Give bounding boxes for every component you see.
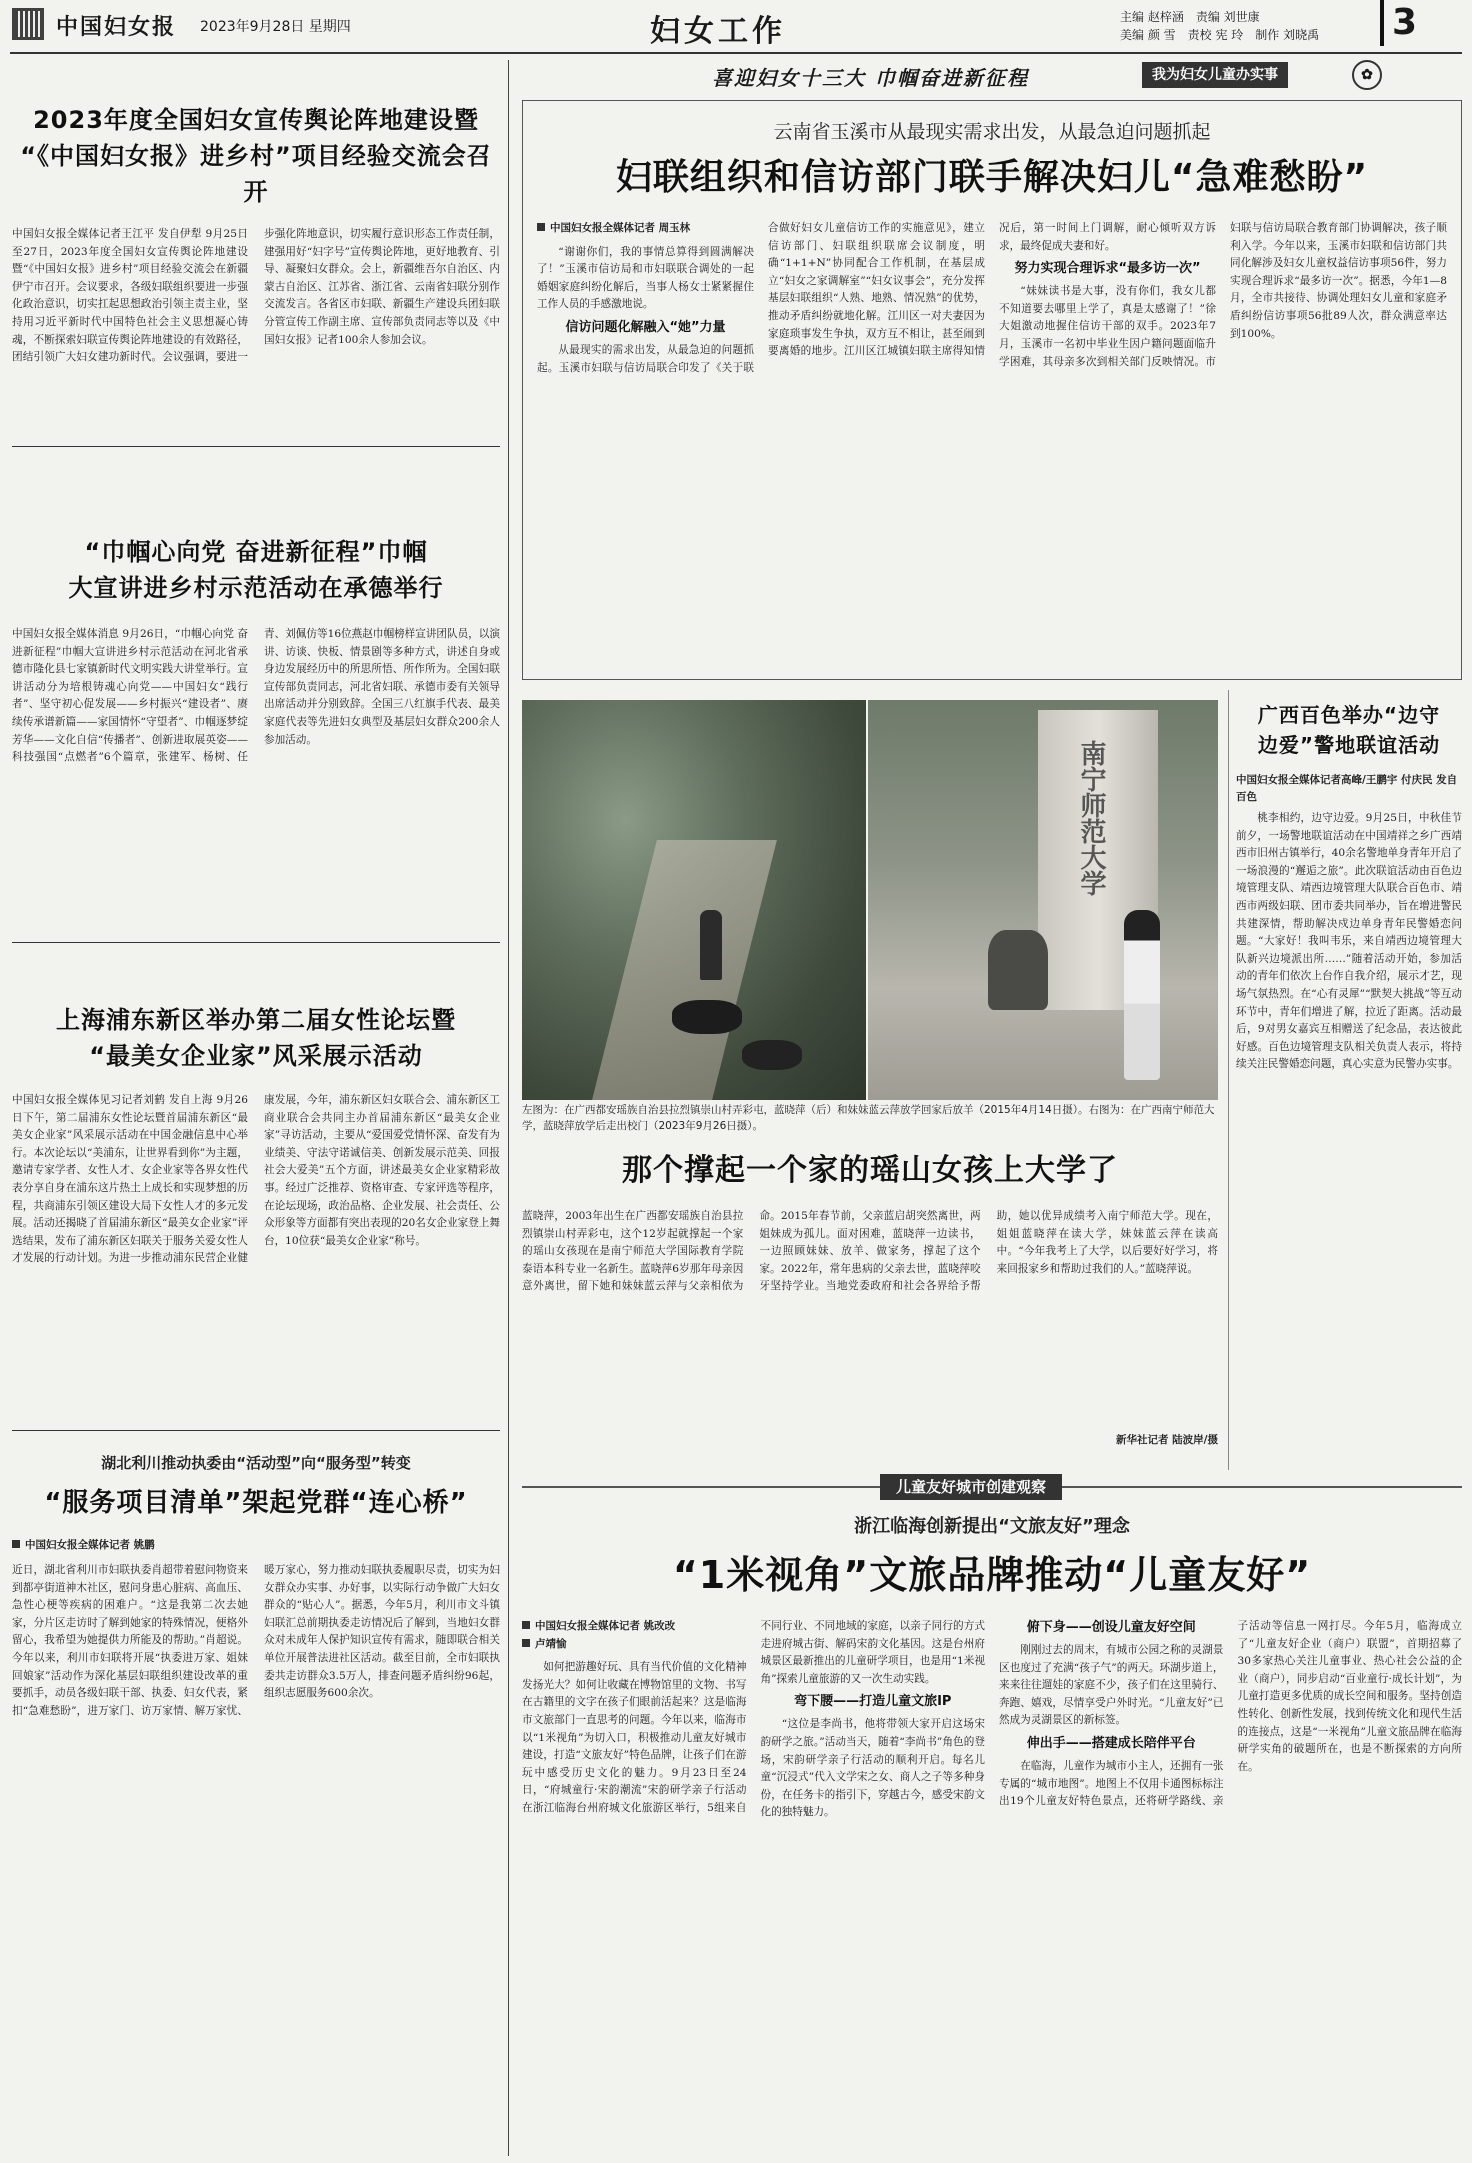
issue-date: 2023年9月28日 星期四 [200,19,351,35]
article-6-title-1: 广西百色举办“边守 [1257,703,1441,727]
divider [12,446,500,447]
section-title: 妇女工作 [650,14,786,49]
article-4 [12,1440,500,2156]
lead-paragraph: “妹妹读书是大事，没有你们，我女儿都不知道要去哪里上学了，真是太感谢了！”徐大姐激动地握住信访干部的双手。2023年7月，玉溪市一名初中毕业生因户籍问题面临升学困难，其母亲多次到相关部门反映情况。市妇联与信访局联合教育部门协调解决，孩子顺利入学。今年以来，玉溪市妇联和信访部门共同化解涉及妇女儿童权益信访事项56件，努力实现合理诉求“最多访一次”。据悉，今年1—8月，全市共接待、协调处理妇女儿童和家庭矛盾纠纷信访事项56批89人次，群众满意率达到100%。 [999,222,1447,368]
credits-line-2: 美编 颜 雪 责校 宪 玲 制作 刘晓禹 [1120,28,1320,42]
byline-marker-icon [522,1639,530,1647]
paper-logo: 中国妇女报 [56,14,177,40]
banner-slogan: 喜迎妇女十三大 巾帼奋进新征程 [712,66,1029,90]
article-7-byline-text-2: 卢靖愉 [535,1637,567,1650]
credits-line-1: 主编 赵梓涵 责编 刘世康 [1120,10,1260,24]
women-federation-emblem-icon: ✿ [1352,60,1382,90]
article-5-credit: 新华社记者 陆波岸/摄 [1116,1434,1218,1446]
article-6-byline: 中国妇女报全媒体记者高峰/王鹏宇 付庆民 发自百色 [1236,774,1458,803]
article-2-body: 中国妇女报全媒体消息 9月26日，“巾帼心向党 奋进新征程”巾帼大宣讲进乡村示范活动在河北省承德市隆化县七家镇新时代文明实践大讲堂举行。宣讲活动分为培根铸魂心向党——中国妇女“践行者”、坚守初心促发展——乡村振兴“建设者”、赓续传承谱新篇——家国情怀“守望者”、巾帼逐梦绽芳华——文化自信“传播者”、创新进取展英姿——科技强国“点燃者”6个篇章，张建军、杨树、任青、刘佩仿等16位燕赵巾帼榜样宣讲团队员，以演讲、访谈、快板、情景剧等多种方式，讲述自身或身边发展经历中的所思所悟、所作所为。全国妇联宣传部负责同志，河北省妇联、承德市委有关领导出席活动并分别致辞。全国三八红旗手代表、最美家庭代表等先进妇女典型及基层妇女群众200余人参加活动。 [12,628,500,764]
series-ribbon: 儿童友好城市创建观察 [880,1474,1062,1500]
article-2-title-2: 大宣讲进乡村示范活动在承德举行 [68,574,444,602]
lead-kicker: 云南省玉溪市从最现实需求出发，从最急迫问题抓起 [773,121,1211,143]
article-2-title-1: “巾帼心向党 奋进新征程”巾帼 [84,538,428,566]
byline-marker-icon [522,1621,530,1629]
photo-right [868,700,1218,1100]
column-divider [508,60,509,2156]
goat-shape [672,1000,742,1034]
photo-left [522,700,866,1100]
article-7-subhead-2: 俯下身——创设儿童友好空间 [1026,1620,1196,1635]
page-number: 3 [1380,0,1417,46]
article-7-title: “1米视角”文旅品牌推动“儿童友好” [672,1553,1312,1597]
article-7-byline [522,1618,747,1636]
lead-subhead-1: 信访问题化解融入“她”力量 [565,319,726,335]
article-7-paragraph: 如何把游趣好玩、具有当代价值的文化精神发扬光大？如何让收藏在博物馆里的文物、书写在古籍里的文字在孩子们眼前活起来？这是临海市文旅部门一直思考的问题。今年以来，临海市以“1米视角”为切入口，积极推动儿童友好城市建设，打造“文旅友好”特色品牌，让孩子们在游玩中感受历史文化的魅力。9月23日至24日，“府城童行·宋韵潮流”宋韵研学亲子行活动在浙江临海台州府城文化旅游区举行，5组来自不同行业、不同地域的家庭，以亲子同行的方式走进府城古街、解码宋韵文化基因。这是台州府城景区最新推出的儿童研学项目，也是用“1米视角”探索儿童旅游的又一次生动实践。 [522,1620,985,1814]
qr-code-icon [12,8,44,40]
lead-byline [537,220,754,238]
article-7-subhead-3: 伸出手——搭建成长陪伴平台 [1026,1735,1196,1751]
article-7-paragraph: “这位是李尚书，他将带领大家开启这场宋韵研学之旅。”活动当天，随着“李尚书”角色的登场，宋韵研学亲子行活动的顺利开启。每名儿童“沉浸式”代入文学宋之女、商人之子等多种身份，在任务卡的指引下，穿越古今，感受宋韵文化的独特魅力。 [760,1718,985,1819]
column-divider [1228,690,1229,1470]
article-1-title-1: 2023年度全国妇女宣传舆论阵地建设暨 [33,106,479,134]
article-1-body: 中国妇女报全媒体记者王江平 发自伊犁 9月25日至27日，2023年度全国妇女宣传舆论阵地建设暨“《中国妇女报》进乡村”项目经验交流会在新疆伊宁市召开。会议要求，各级妇联组织要进一步强化政治意识，切实扛起思想政治引领主责主业，坚持用习近平新时代中国特色社会主义思想凝心铸魂，不断探索妇联宣传舆论阵地建设的有效路径，团结引领广大妇女建功新时代。会议强调，要进一步强化阵地意识，切实履行意识形态工作责任制，建强用好“妇字号”宣传舆论阵地，更好地教育、引导、凝聚妇女群众。会上，新疆维吾尔自治区、内蒙古自治区、江苏省、浙江省、云南省妇联分别作交流发言。各省区市妇联、新疆生产建设兵团妇联分管宣传工作副主席、宣传部负责同志等以及《中国妇女报》记者100余人参加会议。 [12,228,500,364]
lead-title: 妇联组织和信访部门联手解决妇儿“急难愁盼” [615,157,1369,198]
banner [522,60,1462,92]
article-1 [12,60,500,440]
article-7-paragraph: 在临海，儿童作为城市小主人，还拥有一张专属的“城市地图”。地图上不仅用卡通图标标注出19个儿童友好特色景点，还将研学路线、亲子活动等信息一网打尽。今年5月，临海成立了“儿童友好企业（商户）联盟”，首期招募了30多家热心关注儿童事业、热心社会公益的企业（商户），同步启动“百业童行·成长计划”，为儿童打造更多优质的成长空间和服务。坚持创造性转化、创新性发展，找到传统文化和现代生活的连接点，这是“一米视角”儿童文旅品牌在临海研学实角的破题所在，也是不断探索的方向所在。 [999,1620,1462,1808]
article-2 [12,456,500,936]
divider [12,1430,500,1431]
byline-marker-icon [537,223,545,231]
article-5 [522,1140,1218,1466]
photo-caption: 左图为：在广西都安瑶族自治县拉烈镇崇山村弄彩屯，蓝晓萍（后）和妹妹蓝云萍放学回家后放羊（2015年4月14日摄）。右图为：在广西南宁师范大学，蓝晓萍放学后走出校门（2023年9月26日摄）。 [522,1104,1215,1132]
article-6 [1236,690,1462,1470]
byline-marker-icon [12,1540,20,1548]
article-3-title-1: 上海浦东新区举办第二届女性论坛暨 [56,1006,456,1034]
masthead-rule [10,52,1462,54]
article-7-byline-text-1: 中国妇女报全媒体记者 姚改改 [535,1620,676,1632]
article-5-body: 蓝晓萍，2003年出生在广西都安瑶族自治县拉烈镇崇山村弄彩屯，这个12岁起就撑起一个家的瑶山女孩现在是南宁师范大学国际教育学院泰语本科专业一名新生。蓝晓萍6岁那年母亲因意外离世，留下她和妹妹蓝云萍与父亲相依为命。2015年春节前，父亲蓝启胡突然离世，两姐妹成为孤儿。面对困难，蓝晓萍一边读书，一边照顾妹妹、放羊、做家务，撑起了这个家。2022年，常年患病的父亲去世，蓝晓萍咬牙坚持学业。当地党委政府和社会各界给予帮助，她以优异成绩考入南宁师范大学。现在，姐姐蓝晓萍在读大学，妹妹蓝云萍在读高中。“今年我考上了大学，以后要好好学习，将来回报家乡和帮助过我们的人。”蓝晓萍说。 [522,1210,1218,1293]
article-6-title-2: 边爱”警地联谊活动 [1257,733,1441,757]
girl-figure [700,910,722,980]
lead-subhead-2: 努力实现合理诉求“最多访一次” [1014,261,1201,277]
article-4-body: 近日，湖北省利川市妇联执委肖超带着慰问物资来到都亭街道神木社区，慰问身患心脏病、高血压、急性心梗等疾病的困难户。“这是我第二次去她家，分片区走访时了解到她家的特殊情况，便格外留心，我希望为她提供力所能及的帮助。”肖超说。今年以来，利川市妇联将开展“执委进万家、姐妹回娘家”活动作为深化基层妇联组织建设改革的重要抓手，动员各级妇联干部、执委、妇女代表，紧扣“急难愁盼”，进万家门、访万家情、解万家忧、暖万家心，努力推动妇联执委履职尽责，切实为妇女群众办实事、办好事，以实际行动争做广大妇女群众的“贴心人”。据悉，今年5月，利川市文斗镇妇联汇总前期执委走访情况后了解到，当地妇女群众对未成年人保护知识宣传有需求，随即联合相关单位开展普法进社区活动。截至目前，全市妇联执委共走访群众3.5万人，排查问题矛盾纠纷96起，组织志愿服务600余次。 [12,1564,500,1717]
article-1-title-2: “《中国妇女报》进乡村”项目经验交流会召开 [20,142,492,206]
article-7-byline [522,1636,747,1654]
masthead [0,0,1472,50]
article-3 [12,952,500,1422]
article-4-title: “服务项目清单”架起党群“连心桥” [44,1488,468,1518]
goat-shape [742,1040,802,1070]
lead-paragraph: 从最现实的需求出发，从最急迫的问题抓起。玉溪市妇联与信访局联合印发了《关于联合做好妇女儿童信访工作的实施意见》，建立信访部门、妇联组织联席会议制度，明确“1+1+N”协同配合工作机制，在基层成立“妇女之家调解室”“妇女议事会”，充分发挥基层妇联组织“人熟、地熟、情况熟”的优势，推动矛盾纠纷就地化解。江川区一对夫妻因为家庭琐事发生争执，双方互不相让，甚至闹到要离婚的地步。江川区江城镇妇联主席得知情况后，第一时间上门调解，耐心倾听双方诉求，最终促成夫妻和好。 [537,222,1216,374]
article-7-subhead-1: 弯下腰——打造儿童文旅IP [794,1694,952,1710]
lead-body [537,220,1447,660]
article-7-body [522,1618,1462,2158]
article-5-title: 那个撑起一个家的瑶山女孩上大学了 [622,1153,1118,1188]
article-6-body: 桃李相约，边守边爱。9月25日，中秋佳节前夕，一场警地联谊活动在中国靖祥之乡广西靖西市旧州古镇举行，40余名警地单身青年开启了一场浪漫的“邂逅之旅”。此次联谊活动由百色边境管理支队、靖西边境管理大队联合百色市、靖西市两级妇联、团市委共同举办，旨在增进警民共建深情，帮助解决戍边单身青年民警婚恋问题。“大家好！我叫韦乐，来自靖西边境管理大队新兴边境派出所……”随着活动开始，参加活动的青年们依次上台作自我介绍，展示才艺，现场气氛热烈。在“心有灵犀”“默契大挑战”等互动环节中，青年们增进了解，拉近了距离。活动最后，9对男女嘉宾互相赠送了纪念品，表达彼此好感。百色边境管理支队相关负责人表示，将持续关注民警婚恋问题，真心实意为民警办实事。 [1236,812,1462,1071]
lead-byline-text: 中国妇女报全媒体记者 周玉林 [550,222,691,234]
article-3-body: 中国妇女报全媒体见习记者刘鹤 发自上海 9月26日下午，第二届浦东女性论坛暨首届浦东新区“最美女企业家”风采展示活动在中国金融信息中心举行。本次论坛以“美浦东，让世界看到你”为主题，邀请专家学者、女性人才、女企业家等各界女性代表分享自身在浦东这片热土上成长和实现梦想的历程，共商浦东引领区建设大局下女性人才的多元发展。活动还揭晓了首届浦东新区“最美女企业家”评选结果，发布了浦东新区妇联关于服务关爱女性人才发展的行动计划。为进一步推动浦东民营企业健康发展，今年，浦东新区妇女联合会、浦东新区工商业联合会共同主办首届浦东新区“最美女企业家”寻访活动，主要从“爱国爱党情怀深、奋发有为业绩美、守法守诺诚信美、创新发展示范美、回报社会大爱美”五个方面，讲述最美女企业家精彩故事。经过广泛推荐、资格审查、专家评选等程序，在论坛现场，政治品格、企业发展、社会责任、公众形象等方面都有突出表现的20名女企业家登上舞台，10位获“最美女企业家”称号。 [12,1094,500,1265]
banner-tag: 我为妇女儿童办实事 [1142,62,1288,88]
lion-statue [988,930,1048,1010]
lead-paragraph: “谢谢你们，我的事情总算得到圆满解决了！”玉溪市信访局和市妇联联合调处的一起婚姻家庭纠纷化解后，当事人杨女士紧紧握住工作人员的手感激地说。 [537,245,754,311]
lead-article [522,100,1462,680]
article-7 [522,1508,1462,2158]
divider [12,942,500,943]
article-4-byline [12,1537,500,1552]
article-4-byline-text: 中国妇女报全媒体记者 姚鹏 [25,1539,155,1551]
article-3-title-2: “最美女企业家”风采展示活动 [89,1042,423,1070]
student-figure [1124,910,1160,1080]
article-7-paragraph: 刚刚过去的周末，有城市公园之称的灵湖景区也度过了充满“孩子气”的两天。环湖步道上，来来往往遛娃的家庭不少，孩子们在这里骑行、奔跑、嬉戏，尽情享受户外时光。“儿童友好”已然成为灵湖景区的新标签。 [999,1644,1224,1727]
article-7-kicker: 浙江临海创新提出“文旅友好”理念 [854,1516,1130,1537]
gate-inscription: 南宁师范大学 [1076,740,1106,896]
article-4-kicker: 湖北利川推动执委由“活动型”向“服务型”转变 [101,1454,411,1472]
